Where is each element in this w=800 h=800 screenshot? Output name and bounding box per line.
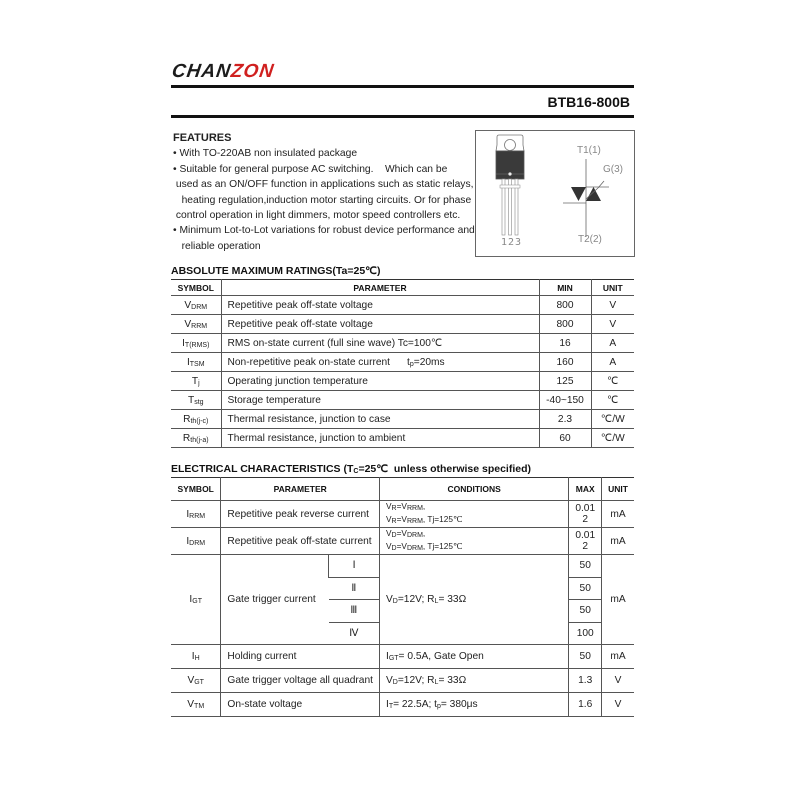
parameter-cell: Thermal resistance, junction to ambient (221, 429, 539, 448)
col-header: MIN (539, 280, 591, 296)
symbol-cell: $I_{RRM}$ (171, 501, 221, 528)
table-header-row (171, 280, 634, 296)
parameter-cell: Repetitive peak off-state current (221, 528, 380, 555)
unit-cell: V (602, 669, 634, 693)
value-cell: 800 (539, 296, 591, 315)
max-cell: 0.01 2 (569, 528, 602, 555)
abs-max-title: ABSOLUTE MAXIMUM RATINGS(Ta=25℃) (171, 265, 381, 277)
table-row (171, 391, 634, 410)
t1-label: T1(1) (577, 145, 601, 156)
conditions-cell: $I_T= 22.5A$; $t_p= 380\mu s$ (379, 693, 568, 717)
feature-line: • Minimum Lot-to-Lot variations for robust device performance and (173, 225, 475, 237)
package-diagram (475, 130, 635, 257)
conditions-cell: $V_D=12V$; $R_L= 33\Omega$ (379, 555, 568, 645)
header-rule-bottom (171, 115, 634, 118)
unit-cell: A (591, 353, 634, 372)
unit-cell: ℃ (591, 372, 634, 391)
elec-char-title: ELECTRICAL CHARACTERISTICS ($T_C=25℃$ unless otherwise specified) (171, 463, 532, 475)
max-cell: 50 (569, 645, 602, 669)
unit-cell: mA (602, 645, 634, 669)
parameter-cell: Thermal resistance, junction to case (221, 410, 539, 429)
parameter-cell: Repetitive peak off-state voltage (221, 296, 539, 315)
conditions-cell: $V_D=12V$; $R_L= 33\Omega$ (379, 669, 568, 693)
symbol-cell: $T_{stg}$ (171, 391, 221, 410)
logo-text-red: ZON (229, 61, 276, 82)
symbol-cell: $I_{T(RMS)}$ (171, 334, 221, 353)
quadrant-cell: Ⅳ (329, 622, 380, 645)
parameter-cell: Non-repetitive peak on-state current $t_p=20ms$ (221, 353, 539, 372)
symbol-cell: $T_j$ (171, 372, 221, 391)
feature-line: reliable operation (173, 240, 261, 252)
value-cell: -40~150 (539, 391, 591, 410)
symbol-cell: $I_{TSM}$ (171, 353, 221, 372)
max-cell: 100 (569, 622, 602, 645)
header-rule-top (171, 85, 634, 88)
unit-cell: A (591, 334, 634, 353)
conditions-cell: $I_{GT}= 0.5A$, Gate Open (379, 645, 568, 669)
feature-line: used as an ON/OFF function in applications such as static relays, (173, 179, 474, 191)
unit-cell: V (591, 296, 634, 315)
value-cell: 60 (539, 429, 591, 448)
table-row (171, 334, 634, 353)
symbol-cell: $I_{GT}$ (171, 555, 221, 645)
value-cell: 125 (539, 372, 591, 391)
quadrant-cell: Ⅰ (329, 555, 380, 578)
parameter-cell: Gate trigger voltage all quadrant (221, 669, 380, 693)
parameter-cell: On-state voltage (221, 693, 380, 717)
symbol-cell: $R_{th(j-c)}$ (171, 410, 221, 429)
symbol-cell: $V_{GT}$ (171, 669, 221, 693)
features-heading: FEATURES (173, 132, 232, 144)
quadrant-cell: Ⅱ (329, 577, 380, 600)
symbol-cell: $V_{RRM}$ (171, 315, 221, 334)
unit-cell: mA (602, 501, 634, 528)
parameter-cell: Gate trigger current (221, 555, 329, 645)
parameter-cell: Operating junction temperature (221, 372, 539, 391)
unit-cell: ℃/W (591, 429, 634, 448)
table-row (171, 429, 634, 448)
t2-label: T2(2) (578, 234, 602, 245)
max-cell: 50 (569, 600, 602, 623)
unit-cell: ℃ (591, 391, 634, 410)
conditions-cell: $V_R=V_{RRM}$, $V_R=V_{RRM}$, Tj=125℃ (379, 501, 568, 528)
feature-line: heating regulation,induction motor starting circuits. Or for phase (173, 194, 472, 206)
part-number: BTB16-800B (547, 94, 630, 110)
features-section (173, 131, 473, 254)
unit-cell: ℃/W (591, 410, 634, 429)
parameter-cell: Storage temperature (221, 391, 539, 410)
parameter-cell: Repetitive peak reverse current (221, 501, 380, 528)
table-row-ih (171, 645, 634, 669)
to220-package-drawing (476, 131, 636, 258)
unit-cell: V (602, 693, 634, 717)
col-header: UNIT (591, 280, 634, 296)
table-row (171, 315, 634, 334)
symbol-cell: $I_H$ (171, 645, 221, 669)
unit-cell: V (591, 315, 634, 334)
table-row (171, 296, 634, 315)
table-row-irrm (171, 501, 634, 528)
table-row-vgt (171, 669, 634, 693)
symbol-cell: $R_{th(j-a)}$ (171, 429, 221, 448)
value-cell: 160 (539, 353, 591, 372)
gate-label: G(3) (603, 164, 623, 175)
logo-text-dark: CHAN (170, 61, 233, 82)
pin-numbers-label: 123 (501, 237, 523, 248)
quadrant-cell: Ⅲ (329, 600, 380, 623)
feature-line: • Suitable for general purpose AC switching. Which can be (173, 163, 448, 175)
value-cell: 2.3 (539, 410, 591, 429)
value-cell: 16 (539, 334, 591, 353)
max-cell: 50 (569, 555, 602, 578)
symbol-cell: $I_{DRM}$ (171, 528, 221, 555)
table-header-row (171, 478, 634, 501)
col-header: UNIT (602, 478, 634, 501)
col-header: PARAMETER (221, 280, 539, 296)
feature-line: control operation in light dimmers, motor speed controllers etc. (173, 210, 461, 222)
elec-char-table (171, 477, 634, 717)
chanzon-logo (170, 61, 275, 83)
conditions-cell: $V_D=V_{DRM}$, $V_D=V_{DRM}$, Tj=125℃ (379, 528, 568, 555)
col-header: SYMBOL (171, 478, 221, 501)
max-cell: 1.6 (569, 693, 602, 717)
abs-max-table (171, 279, 634, 448)
value-cell: 800 (539, 315, 591, 334)
parameter-cell: Repetitive peak off-state voltage (221, 315, 539, 334)
table-row-idrm (171, 528, 634, 555)
table-row-vtm (171, 693, 634, 717)
unit-cell: mA (602, 555, 634, 645)
max-cell: 1.3 (569, 669, 602, 693)
symbol-cell: $V_{DRM}$ (171, 296, 221, 315)
col-header: CONDITIONS (379, 478, 568, 501)
max-cell: 50 (569, 577, 602, 600)
col-header: MAX (569, 478, 602, 501)
max-cell: 0.01 2 (569, 501, 602, 528)
parameter-cell: RMS on-state current (full sine wave) Tc=100℃ (221, 334, 539, 353)
table-row (171, 372, 634, 391)
unit-cell: mA (602, 528, 634, 555)
table-row (171, 410, 634, 429)
col-header: PARAMETER (221, 478, 380, 501)
table-row (171, 353, 634, 372)
parameter-cell: Holding current (221, 645, 380, 669)
col-header: SYMBOL (171, 280, 221, 296)
symbol-cell: $V_{TM}$ (171, 693, 221, 717)
table-row-igt (171, 555, 634, 578)
feature-line: • With TO-220AB non insulated package (173, 148, 358, 160)
